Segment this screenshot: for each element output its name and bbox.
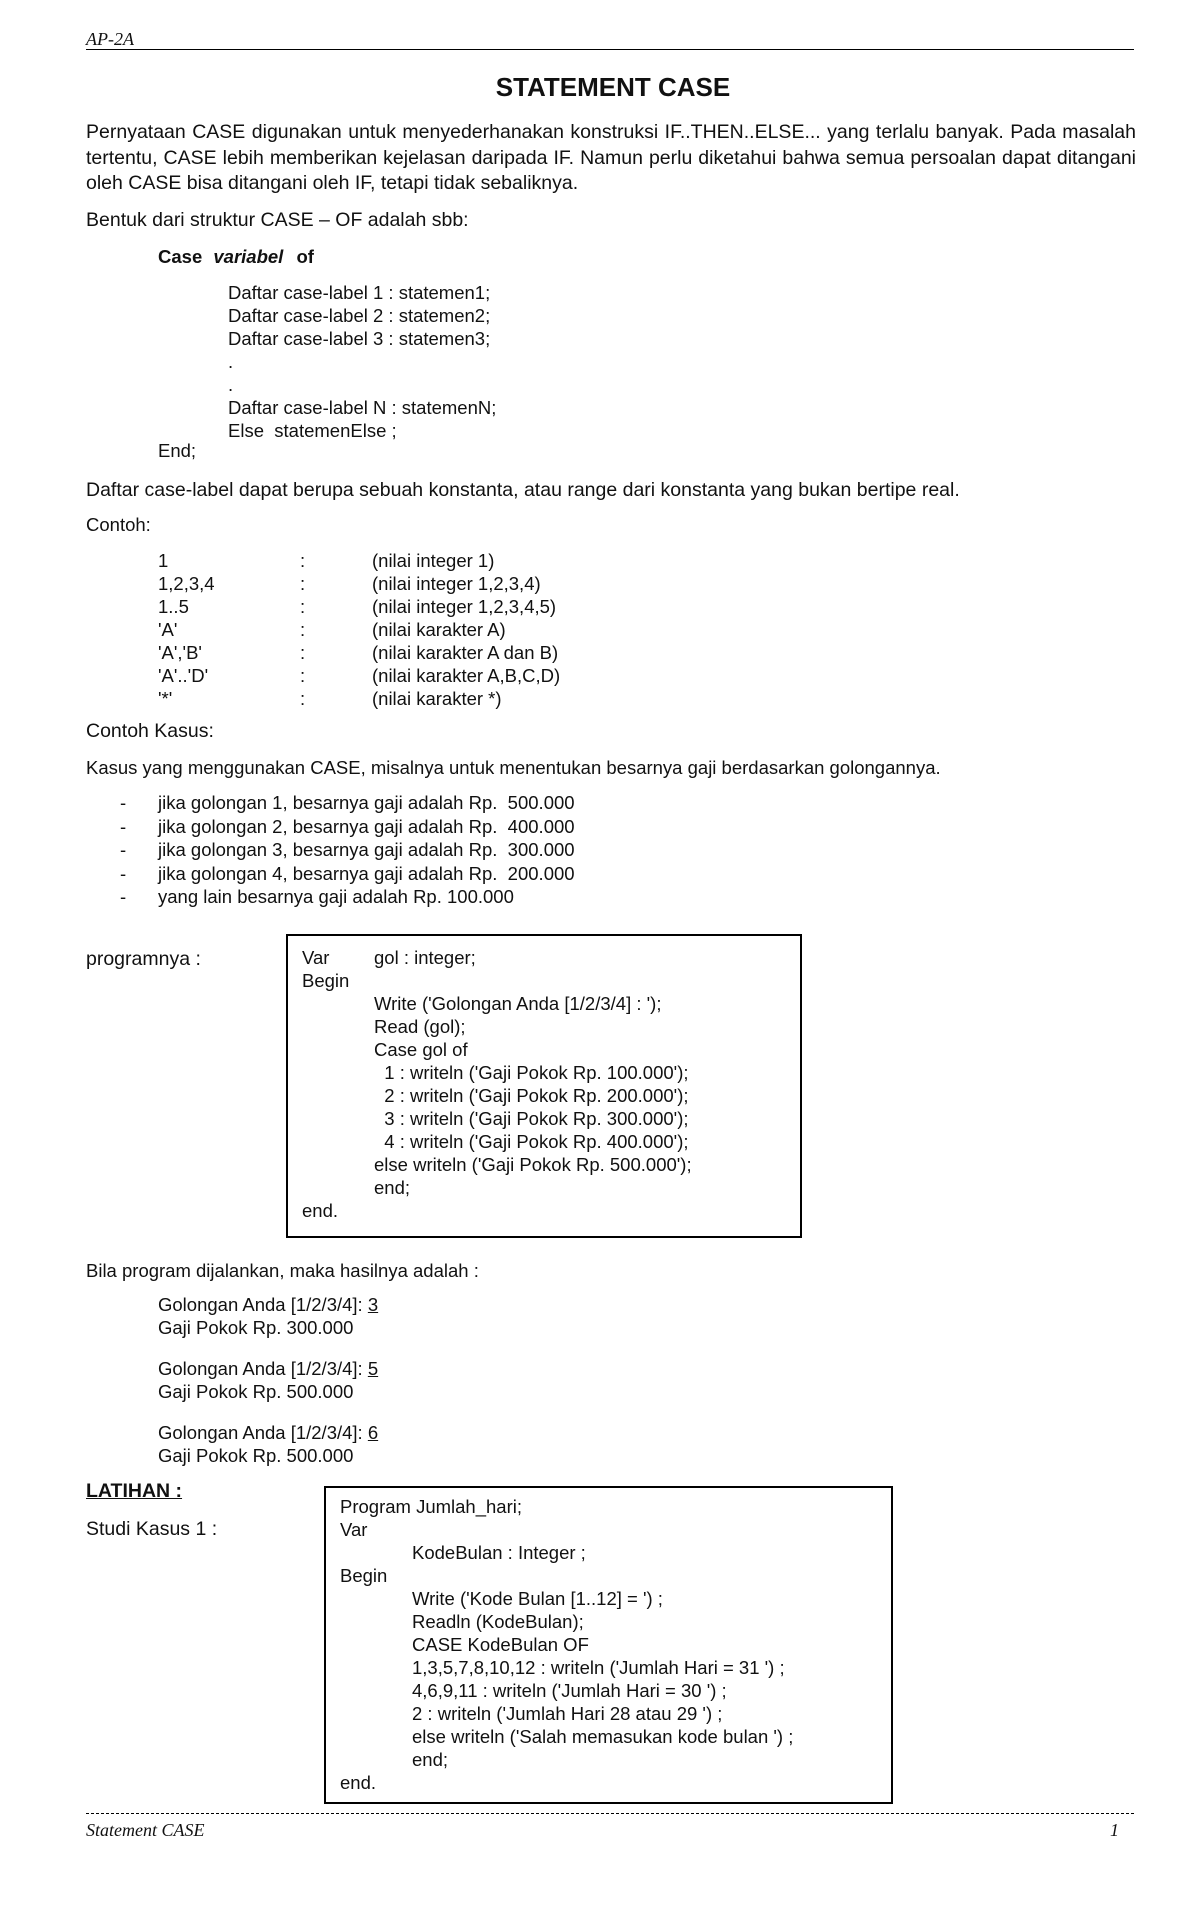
of-keyword: of [296, 246, 314, 267]
example-separator: : [300, 573, 306, 594]
run-prompt-line [158, 1358, 378, 1380]
run-input: 5 [367, 1358, 379, 1379]
bullet-item: jika golongan 1, besarnya gaji adalah Rp. 500.000 [158, 792, 575, 813]
syntax-line: Daftar case-label 2 : statemen2; [228, 305, 491, 326]
run-result: Gaji Pokok Rp. 500.000 [158, 1445, 354, 1466]
syntax-line: . [228, 351, 234, 372]
syntax-line: Else statemenElse ; [228, 420, 397, 441]
header-code: AP-2A [86, 29, 134, 49]
example-value: '*' [158, 688, 173, 709]
form-intro: Bentuk dari struktur CASE – OF adalah sbb: [86, 209, 469, 231]
run-prompt-line [158, 1422, 378, 1444]
label-description: Daftar case-label dapat berupa sebuah konstanta, atau range dari konstanta yang bukan bertipe real. [86, 479, 960, 501]
bullet-dash: - [120, 862, 127, 884]
example-value: 1 [158, 550, 169, 571]
exercise-program-line: 2 : writeln ('Jumlah Hari 28 atau 29 ') ; [412, 1703, 723, 1724]
run-result: Gaji Pokok Rp. 500.000 [158, 1381, 354, 1402]
program-line: end; [374, 1177, 411, 1198]
exercise-program-line: else writeln ('Salah memasukan kode bulan ') ; [412, 1726, 794, 1747]
intro-paragraph: Pernyataan CASE digunakan untuk menyederhanakan konstruksi IF..THEN..ELSE... yang terlalu banyak. Pada masalah tertentu, CASE lebih memberikan kejelasan daripada IF. Namun perlu diketahui bahwa semua persoalan dapat ditangani oleh CASE bisa ditangani oleh IF, tetapi tidak sebaliknya. [86, 121, 1136, 194]
example-separator: : [300, 550, 306, 571]
page-number: 1 [1110, 1820, 1119, 1840]
bullet-item: jika golongan 2, besarnya gaji adalah Rp. 400.000 [158, 815, 575, 837]
program-line: 2 : writeln ('Gaji Pokok Rp. 200.000'); [374, 1085, 689, 1106]
run-input: 3 [367, 1294, 379, 1315]
syntax-header [158, 246, 314, 268]
program-end: end. [302, 1200, 339, 1221]
program-begin: Begin [302, 970, 350, 991]
program-line: 3 : writeln ('Gaji Pokok Rp. 300.000'); [374, 1108, 689, 1129]
run-prompt: Golongan Anda [1/2/3/4]: [158, 1422, 368, 1443]
example-separator: : [300, 596, 306, 617]
exercise-program-line: end; [412, 1749, 449, 1770]
bullet-item: jika golongan 3, besarnya gaji adalah Rp. 300.000 [158, 839, 575, 860]
example-value: 'A','B' [158, 642, 202, 663]
program-line: 4 : writeln ('Gaji Pokok Rp. 400.000'); [374, 1131, 689, 1152]
page-title: STATEMENT CASE [495, 72, 731, 102]
run-prompt-line [158, 1294, 378, 1316]
example-separator: : [300, 688, 306, 709]
footer-title: Statement CASE [86, 1820, 205, 1840]
syntax-line: . [228, 374, 234, 395]
exercise-program-box [324, 1486, 893, 1804]
example-description: (nilai integer 1,2,3,4,5) [372, 596, 557, 617]
exercise-program-header-line: Program Jumlah_hari; [340, 1496, 522, 1517]
program-var-declaration: gol : integer; [374, 947, 476, 968]
run-input: 6 [367, 1422, 379, 1443]
kasus-description: Kasus yang menggunakan CASE, misalnya untuk menentukan besarnya gaji berdasarkan golongannya. [86, 757, 941, 778]
variable-keyword: variabel [213, 246, 284, 267]
example-description: (nilai karakter A) [372, 619, 506, 640]
bullet-dash: - [120, 792, 127, 813]
syntax-end: End; [158, 440, 197, 461]
exercise-program-line: Readln (KodeBulan); [412, 1611, 584, 1632]
syntax-line: Daftar case-label N : statemenN; [228, 397, 497, 418]
example-description: (nilai karakter A dan B) [372, 642, 559, 663]
program-line: else writeln ('Gaji Pokok Rp. 500.000'); [374, 1154, 692, 1175]
latihan-heading: LATIHAN : [86, 1480, 183, 1502]
example-separator: : [300, 619, 306, 640]
program-var-keyword: Var [302, 947, 330, 968]
contoh-label: Contoh: [86, 514, 151, 535]
example-value: 'A'..'D' [158, 665, 209, 686]
exercise-program-line: Write ('Kode Bulan [1..12] = ') ; [412, 1588, 663, 1609]
example-description: (nilai integer 1) [372, 550, 495, 571]
studi-kasus-label: Studi Kasus 1 : [86, 1518, 218, 1540]
example-description: (nilai karakter *) [372, 688, 502, 709]
example-description: (nilai karakter A,B,C,D) [372, 665, 561, 686]
example-separator: : [300, 642, 306, 663]
example-value: 1,2,3,4 [158, 573, 215, 594]
kasus-heading: Contoh Kasus: [86, 720, 214, 742]
exercise-end: end. [340, 1772, 377, 1793]
run-prompt: Golongan Anda [1/2/3/4]: [158, 1358, 368, 1379]
example-separator: : [300, 665, 306, 686]
exercise-program-line: CASE KodeBulan OF [412, 1634, 589, 1655]
run-prompt: Golongan Anda [1/2/3/4]: [158, 1294, 368, 1315]
bullet-dash: - [120, 886, 127, 907]
syntax-line: Daftar case-label 1 : statemen1; [228, 282, 491, 303]
example-value: 1..5 [158, 596, 189, 617]
exercise-var-declaration: KodeBulan : Integer ; [412, 1542, 586, 1563]
example-description: (nilai integer 1,2,3,4) [372, 573, 541, 594]
program-line: 1 : writeln ('Gaji Pokok Rp. 100.000'); [374, 1062, 689, 1083]
bullet-item: jika golongan 4, besarnya gaji adalah Rp. 200.000 [158, 862, 575, 884]
run-intro: Bila program dijalankan, maka hasilnya adalah : [86, 1260, 479, 1281]
case-keyword: Case [158, 246, 203, 267]
program-line: Case gol of [374, 1039, 468, 1060]
run-result: Gaji Pokok Rp. 300.000 [158, 1317, 354, 1338]
bullet-item: yang lain besarnya gaji adalah Rp. 100.000 [158, 886, 514, 907]
header-rule [86, 49, 1134, 50]
footer-rule [86, 1813, 1134, 1814]
program-line: Read (gol); [374, 1016, 466, 1037]
bullet-dash: - [120, 839, 127, 860]
program-box [286, 934, 802, 1238]
exercise-program-line: 4,6,9,11 : writeln ('Jumlah Hari = 30 ') ; [412, 1680, 727, 1701]
syntax-line: Daftar case-label 3 : statemen3; [228, 328, 491, 349]
exercise-program-line: 1,3,5,7,8,10,12 : writeln ('Jumlah Hari = 31 ') ; [412, 1657, 785, 1678]
program-label: programnya : [86, 948, 201, 970]
program-line: Write ('Golongan Anda [1/2/3/4] : '); [374, 993, 662, 1014]
exercise-begin: Begin [340, 1565, 388, 1586]
example-value: 'A' [158, 619, 178, 640]
exercise-program-header-line: Var [340, 1519, 368, 1540]
bullet-dash: - [120, 815, 127, 837]
